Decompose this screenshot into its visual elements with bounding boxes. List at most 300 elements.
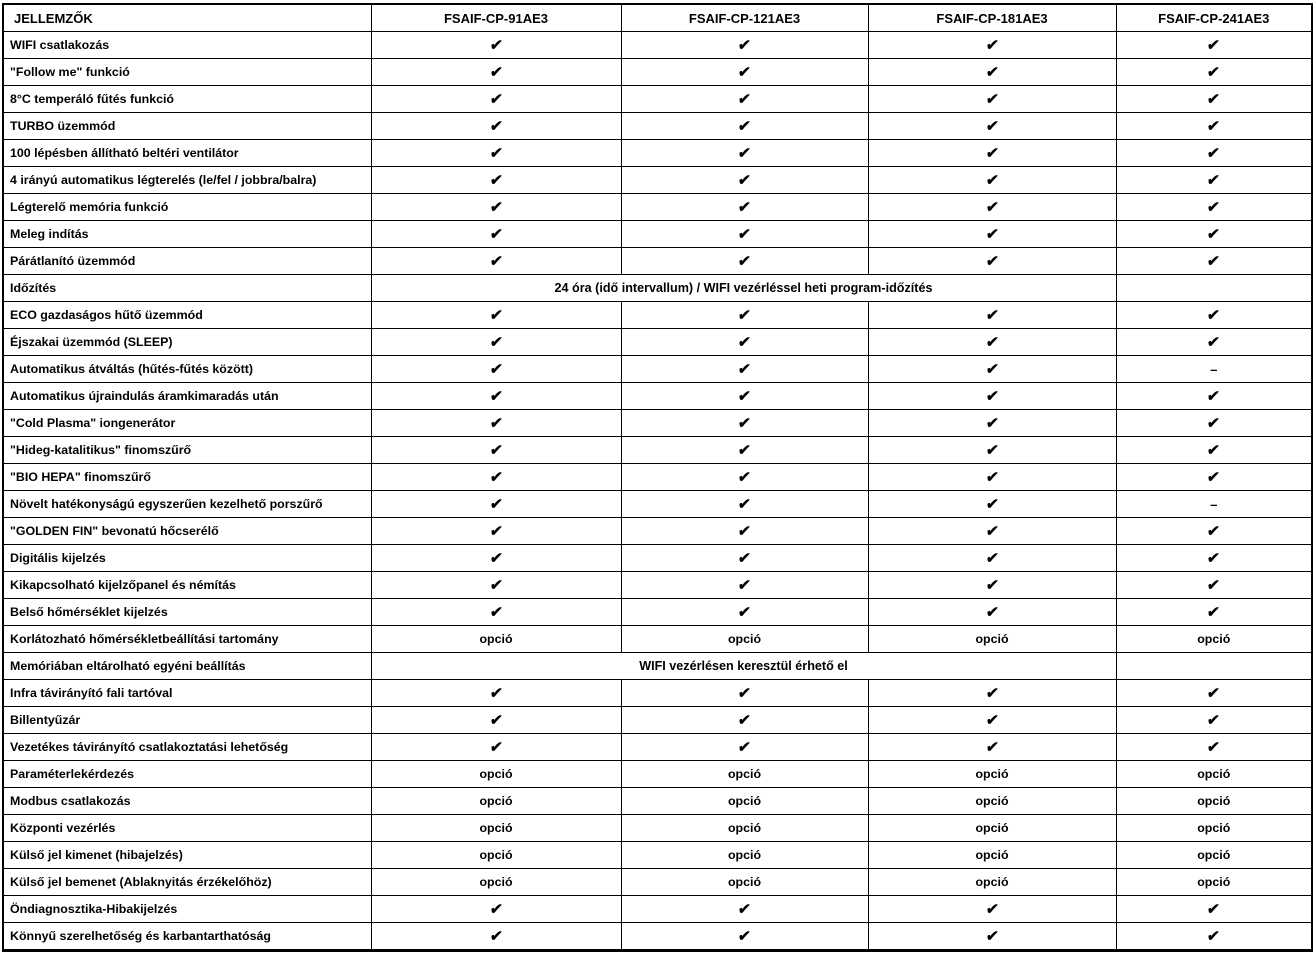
option-label: opció (975, 767, 1009, 781)
feature-value-cell (868, 140, 1116, 167)
table-row (3, 167, 1312, 194)
check-icon: ✔ (488, 333, 504, 351)
feature-value-cell (868, 815, 1116, 842)
check-icon: ✔ (737, 414, 752, 432)
check-icon: ✔ (737, 360, 752, 378)
feature-value-cell (621, 491, 868, 518)
feature-value-cell (1116, 788, 1312, 815)
feature-value-cell (1116, 680, 1312, 707)
model-column-header: FSAIF-CP-181AE3 (868, 4, 1116, 32)
feature-value-cell (868, 518, 1116, 545)
table-row (3, 491, 1312, 518)
option-label: opció (1197, 848, 1231, 862)
check-icon: ✔ (984, 225, 1000, 243)
option-label: opció (1197, 632, 1231, 646)
feature-value-cell (1116, 572, 1312, 599)
check-icon: ✔ (488, 360, 504, 378)
feature-value-cell (1116, 194, 1312, 221)
feature-value-cell (868, 842, 1116, 869)
option-label: opció (1197, 821, 1231, 835)
check-icon: ✔ (737, 36, 752, 54)
check-icon: ✔ (984, 684, 1000, 702)
feature-value-cell (621, 113, 868, 140)
feature-value-cell (1116, 86, 1312, 113)
table-row (3, 410, 1312, 437)
feature-name-cell: Öndiagnosztika-Hibakijelzés (3, 896, 371, 923)
check-icon: ✔ (984, 360, 1000, 378)
check-icon: ✔ (737, 171, 752, 189)
feature-value-cell (868, 59, 1116, 86)
feature-name-cell: Párátlanító üzemmód (3, 248, 371, 275)
feature-value-cell (868, 464, 1116, 491)
check-icon: ✔ (737, 63, 752, 81)
feature-value-cell (1116, 32, 1312, 59)
table-row (3, 113, 1312, 140)
feature-value-cell (868, 869, 1116, 896)
feature-value-cell (621, 167, 868, 194)
feature-value-cell (621, 383, 868, 410)
option-label: opció (1197, 794, 1231, 808)
option-label: opció (975, 632, 1009, 646)
feature-value-cell (371, 194, 621, 221)
check-icon: ✔ (1206, 684, 1221, 702)
table-row (3, 815, 1312, 842)
check-icon: ✔ (488, 252, 504, 270)
feature-value-cell (621, 518, 868, 545)
feature-name-cell: "Hideg-katalitikus" finomszűrő (3, 437, 371, 464)
feature-value-cell (371, 410, 621, 437)
feature-name-cell: Korlátozható hőmérsékletbeállítási tartomány (3, 626, 371, 653)
table-row (3, 599, 1312, 626)
option-label: opció (727, 794, 762, 808)
table-row (3, 788, 1312, 815)
feature-value-cell (868, 194, 1116, 221)
option-label: opció (975, 875, 1009, 889)
feature-value-cell (1116, 707, 1312, 734)
check-icon: ✔ (984, 63, 1000, 81)
not-available-dash: – (1210, 496, 1218, 512)
feature-name-cell: ECO gazdaságos hűtő üzemmód (3, 302, 371, 329)
feature-value-cell (1116, 248, 1312, 275)
check-icon: ✔ (984, 306, 1000, 324)
check-icon: ✔ (1206, 576, 1221, 594)
feature-value-cell (371, 113, 621, 140)
feature-name-cell: Digitális kijelzés (3, 545, 371, 572)
feature-name-cell: WIFI csatlakozás (3, 32, 371, 59)
feature-value-cell (371, 896, 621, 923)
check-icon: ✔ (984, 414, 1000, 432)
feature-value-cell (1116, 167, 1312, 194)
feature-value-cell (621, 761, 868, 788)
feature-value-cell (371, 32, 621, 59)
check-icon: ✔ (737, 738, 752, 756)
feature-value-cell (1116, 545, 1312, 572)
option-label: opció (479, 848, 513, 862)
feature-value-cell (1116, 356, 1312, 383)
check-icon: ✔ (1206, 117, 1221, 135)
table-row (3, 194, 1312, 221)
feature-value-cell (868, 167, 1116, 194)
feature-value-cell (621, 248, 868, 275)
check-icon: ✔ (488, 549, 504, 567)
check-icon: ✔ (488, 684, 504, 702)
feature-value-cell (621, 464, 868, 491)
feature-value-cell (868, 896, 1116, 923)
feature-name-cell: "GOLDEN FIN" bevonatú hőcserélő (3, 518, 371, 545)
feature-value-cell (371, 707, 621, 734)
model-column-header: FSAIF-CP-241AE3 (1116, 4, 1312, 32)
feature-value-cell (1116, 113, 1312, 140)
check-icon: ✔ (984, 522, 1000, 540)
check-icon: ✔ (1206, 468, 1221, 486)
feature-value-cell (371, 437, 621, 464)
table-row (3, 32, 1312, 59)
feature-value-cell (621, 869, 868, 896)
option-label: opció (479, 794, 513, 808)
check-icon: ✔ (984, 252, 1000, 270)
check-icon: ✔ (737, 387, 752, 405)
check-icon: ✔ (488, 63, 504, 81)
check-icon: ✔ (984, 711, 1000, 729)
table-row (3, 545, 1312, 572)
option-label: opció (727, 767, 762, 781)
merged-value-cell: WIFI vezérlésen keresztül érhető el (371, 653, 1116, 680)
feature-value-cell (621, 86, 868, 113)
feature-value-cell (868, 545, 1116, 572)
feature-value-cell (1116, 518, 1312, 545)
check-icon: ✔ (1206, 711, 1221, 729)
feature-value-cell (621, 896, 868, 923)
feature-value-cell (868, 410, 1116, 437)
feature-value-cell (1116, 302, 1312, 329)
feature-value-cell (868, 356, 1116, 383)
feature-value-cell (371, 734, 621, 761)
check-icon: ✔ (984, 549, 1000, 567)
check-icon: ✔ (488, 225, 504, 243)
check-icon: ✔ (737, 225, 752, 243)
table-row (3, 464, 1312, 491)
feature-value-cell (1116, 842, 1312, 869)
feature-name-cell: Billentyűzár (3, 707, 371, 734)
check-icon: ✔ (984, 576, 1000, 594)
table-row (3, 869, 1312, 896)
feature-value-cell (371, 599, 621, 626)
table-row (3, 437, 1312, 464)
feature-name-cell: Kikapcsolható kijelzőpanel és némítás (3, 572, 371, 599)
feature-value-cell (868, 302, 1116, 329)
check-icon: ✔ (984, 927, 1000, 945)
table-row (3, 275, 1312, 302)
feature-value-cell (868, 599, 1116, 626)
feature-value-cell (621, 572, 868, 599)
model-column-header: FSAIF-CP-121AE3 (621, 4, 868, 32)
empty-value-cell (1116, 275, 1312, 302)
table-row (3, 356, 1312, 383)
feature-value-cell (621, 680, 868, 707)
feature-value-cell (868, 788, 1116, 815)
feature-value-cell (1116, 221, 1312, 248)
feature-name-cell: TURBO üzemmód (3, 113, 371, 140)
feature-name-cell: Memóriában eltárolható egyéni beállítás (3, 653, 371, 680)
option-label: opció (727, 875, 762, 889)
feature-value-cell (868, 32, 1116, 59)
table-row (3, 680, 1312, 707)
feature-value-cell (1116, 383, 1312, 410)
check-icon: ✔ (488, 171, 504, 189)
feature-value-cell (621, 788, 868, 815)
feature-value-cell (1116, 869, 1312, 896)
check-icon: ✔ (488, 468, 504, 486)
feature-rows-body (3, 32, 1312, 951)
table-row (3, 734, 1312, 761)
check-icon: ✔ (737, 495, 752, 513)
check-icon: ✔ (1206, 603, 1221, 621)
check-icon: ✔ (1206, 333, 1221, 351)
feature-value-cell (868, 383, 1116, 410)
table-row (3, 653, 1312, 680)
feature-value-cell (371, 788, 621, 815)
feature-name-cell: Központi vezérlés (3, 815, 371, 842)
feature-name-cell: Infra távirányító fali tartóval (3, 680, 371, 707)
feature-value-cell (621, 626, 868, 653)
feature-name-cell: 100 lépésben állítható beltéri ventilátor (3, 140, 371, 167)
feature-value-cell (621, 302, 868, 329)
feature-value-cell (371, 545, 621, 572)
check-icon: ✔ (1206, 522, 1221, 540)
feature-value-cell (868, 734, 1116, 761)
check-icon: ✔ (1206, 387, 1221, 405)
feature-value-cell (868, 707, 1116, 734)
feature-value-cell (621, 329, 868, 356)
feature-value-cell (1116, 599, 1312, 626)
option-label: opció (1197, 875, 1231, 889)
check-icon: ✔ (984, 144, 1000, 162)
table-row (3, 329, 1312, 356)
option-label: opció (727, 821, 762, 835)
table-row (3, 572, 1312, 599)
check-icon: ✔ (1206, 63, 1221, 81)
feature-name-cell: Éjszakai üzemmód (SLEEP) (3, 329, 371, 356)
option-label: opció (975, 848, 1009, 862)
check-icon: ✔ (984, 495, 1000, 513)
feature-value-cell (1116, 815, 1312, 842)
feature-value-cell (371, 518, 621, 545)
feature-value-cell (371, 842, 621, 869)
option-label: opció (479, 632, 513, 646)
feature-name-cell: Paraméterlekérdezés (3, 761, 371, 788)
check-icon: ✔ (1206, 927, 1221, 945)
check-icon: ✔ (488, 144, 504, 162)
feature-name-cell: Automatikus átváltás (hűtés-fűtés között) (3, 356, 371, 383)
feature-value-cell (621, 815, 868, 842)
table-row (3, 383, 1312, 410)
feature-value-cell (868, 626, 1116, 653)
table-row (3, 59, 1312, 86)
check-icon: ✔ (984, 441, 1000, 459)
feature-value-cell (371, 491, 621, 518)
table-row (3, 86, 1312, 113)
check-icon: ✔ (737, 306, 752, 324)
check-icon: ✔ (984, 36, 1000, 54)
feature-name-cell: Belső hőmérséklet kijelzés (3, 599, 371, 626)
check-icon: ✔ (737, 468, 752, 486)
check-icon: ✔ (984, 333, 1000, 351)
feature-value-cell (1116, 410, 1312, 437)
check-icon: ✔ (737, 144, 752, 162)
feature-comparison-table (2, 3, 1313, 952)
merged-value-cell: 24 óra (idő intervallum) / WIFI vezérléssel heti program-időzítés (371, 275, 1116, 302)
check-icon: ✔ (1206, 171, 1221, 189)
feature-value-cell (621, 356, 868, 383)
check-icon: ✔ (737, 441, 752, 459)
check-icon: ✔ (984, 603, 1000, 621)
check-icon: ✔ (488, 198, 504, 216)
option-label: opció (727, 632, 762, 646)
check-icon: ✔ (984, 171, 1000, 189)
table-row (3, 626, 1312, 653)
table-row (3, 140, 1312, 167)
feature-value-cell (868, 329, 1116, 356)
feature-value-cell (371, 59, 621, 86)
feature-value-cell (621, 545, 868, 572)
check-icon: ✔ (488, 738, 504, 756)
option-label: opció (1197, 767, 1231, 781)
option-label: opció (975, 794, 1009, 808)
check-icon: ✔ (488, 90, 504, 108)
feature-value-cell (868, 113, 1116, 140)
feature-name-cell: Automatikus újraindulás áramkimaradás után (3, 383, 371, 410)
check-icon: ✔ (488, 117, 504, 135)
check-icon: ✔ (1206, 738, 1221, 756)
table-row (3, 923, 1312, 951)
feature-value-cell (371, 680, 621, 707)
check-icon: ✔ (737, 522, 752, 540)
check-icon: ✔ (737, 900, 752, 918)
feature-name-cell: Külső jel kimenet (hibajelzés) (3, 842, 371, 869)
check-icon: ✔ (488, 900, 504, 918)
feature-name-cell: Időzítés (3, 275, 371, 302)
check-icon: ✔ (488, 414, 504, 432)
check-icon: ✔ (984, 900, 1000, 918)
check-icon: ✔ (737, 576, 752, 594)
feature-value-cell (621, 923, 868, 951)
check-icon: ✔ (488, 387, 504, 405)
feature-name-cell: 4 irányú automatikus légterelés (le/fel / jobbra/balra) (3, 167, 371, 194)
check-icon: ✔ (1206, 144, 1221, 162)
feature-value-cell (868, 86, 1116, 113)
check-icon: ✔ (1206, 441, 1221, 459)
table-row (3, 221, 1312, 248)
feature-value-cell (1116, 761, 1312, 788)
feature-name-cell: 8°C temperáló fűtés funkció (3, 86, 371, 113)
feature-name-cell: Légterelő memória funkció (3, 194, 371, 221)
check-icon: ✔ (488, 441, 504, 459)
feature-value-cell (621, 59, 868, 86)
feature-value-cell (371, 86, 621, 113)
feature-name-cell: Külső jel bemenet (Ablaknyitás érzékelőhöz) (3, 869, 371, 896)
table-row (3, 248, 1312, 275)
check-icon: ✔ (984, 387, 1000, 405)
feature-value-cell (1116, 626, 1312, 653)
feature-value-cell (1116, 437, 1312, 464)
table-row (3, 842, 1312, 869)
check-icon: ✔ (1206, 549, 1221, 567)
check-icon: ✔ (488, 927, 504, 945)
check-icon: ✔ (984, 90, 1000, 108)
check-icon: ✔ (737, 711, 752, 729)
feature-value-cell (371, 464, 621, 491)
feature-value-cell (868, 761, 1116, 788)
feature-name-cell: Modbus csatlakozás (3, 788, 371, 815)
feature-name-cell: "Cold Plasma" iongenerátor (3, 410, 371, 437)
feature-value-cell (621, 599, 868, 626)
check-icon: ✔ (488, 495, 504, 513)
check-icon: ✔ (1206, 225, 1221, 243)
check-icon: ✔ (984, 738, 1000, 756)
feature-value-cell (621, 221, 868, 248)
check-icon: ✔ (984, 117, 1000, 135)
check-icon: ✔ (984, 468, 1000, 486)
feature-value-cell (371, 572, 621, 599)
table-row (3, 707, 1312, 734)
check-icon: ✔ (488, 711, 504, 729)
feature-value-cell (1116, 923, 1312, 951)
feature-value-cell (621, 707, 868, 734)
feature-name-cell: Meleg indítás (3, 221, 371, 248)
check-icon: ✔ (984, 198, 1000, 216)
feature-column-header: JELLEMZŐK (3, 4, 371, 32)
check-icon: ✔ (737, 252, 752, 270)
not-available-dash: – (1210, 361, 1218, 377)
check-icon: ✔ (737, 90, 752, 108)
feature-value-cell (1116, 140, 1312, 167)
table-row (3, 302, 1312, 329)
feature-value-cell (621, 410, 868, 437)
feature-value-cell (371, 356, 621, 383)
feature-value-cell (621, 734, 868, 761)
feature-name-cell: "BIO HEPA" finomszűrő (3, 464, 371, 491)
feature-name-cell: "Follow me" funkció (3, 59, 371, 86)
check-icon: ✔ (1206, 252, 1221, 270)
check-icon: ✔ (737, 549, 752, 567)
feature-value-cell (1116, 896, 1312, 923)
feature-value-cell (621, 140, 868, 167)
table-row (3, 896, 1312, 923)
check-icon: ✔ (1206, 900, 1221, 918)
option-label: opció (727, 848, 762, 862)
check-icon: ✔ (488, 522, 504, 540)
feature-value-cell (868, 680, 1116, 707)
check-icon: ✔ (1206, 198, 1221, 216)
check-icon: ✔ (737, 198, 752, 216)
option-label: opció (479, 821, 513, 835)
check-icon: ✔ (737, 684, 752, 702)
check-icon: ✔ (737, 333, 752, 351)
feature-value-cell (371, 329, 621, 356)
feature-value-cell (371, 383, 621, 410)
feature-value-cell (371, 248, 621, 275)
feature-value-cell (621, 32, 868, 59)
feature-value-cell (371, 626, 621, 653)
feature-value-cell (621, 194, 868, 221)
check-icon: ✔ (488, 603, 504, 621)
check-icon: ✔ (737, 603, 752, 621)
check-icon: ✔ (1206, 306, 1221, 324)
check-icon: ✔ (1206, 414, 1221, 432)
check-icon: ✔ (488, 306, 504, 324)
check-icon: ✔ (737, 117, 752, 135)
feature-value-cell (868, 437, 1116, 464)
